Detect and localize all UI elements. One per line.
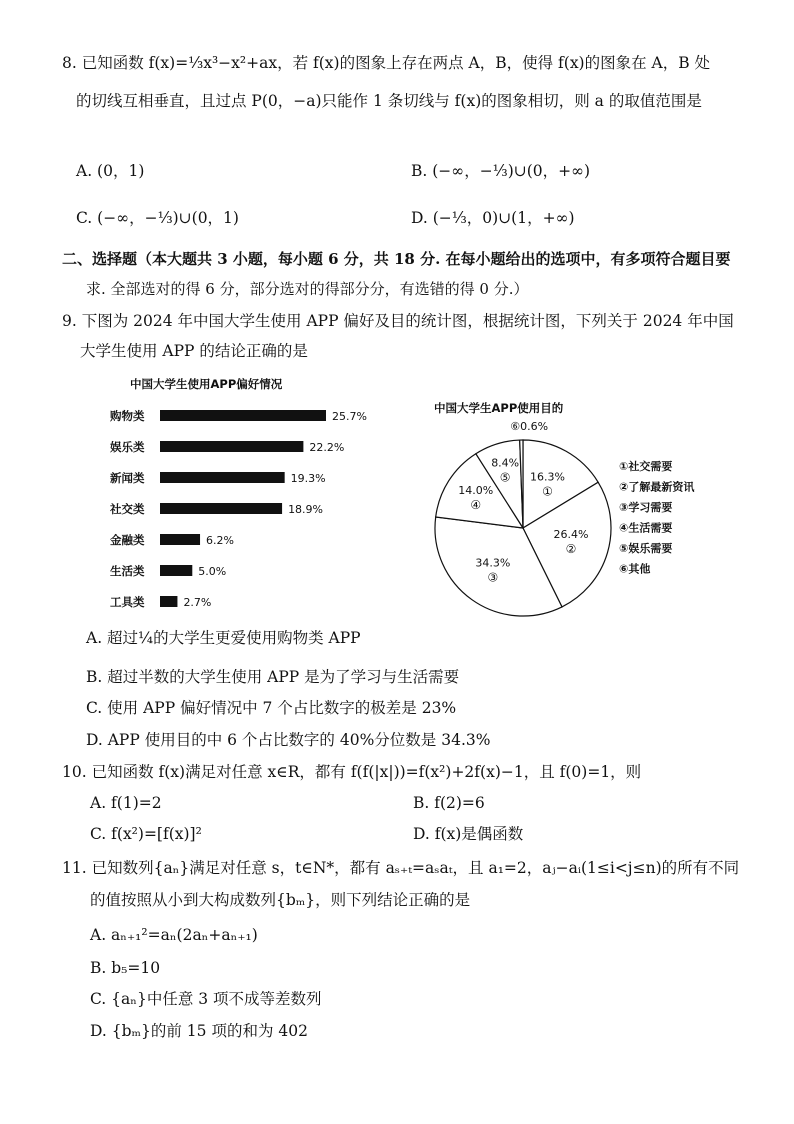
pie-chart-title: 中国大学生APP使用目的 (434, 401, 564, 415)
bar-category-label: 新闻类 (110, 471, 145, 485)
bar-category-label: 娱乐类 (110, 440, 145, 454)
bar (160, 472, 285, 483)
pie-slice-marker: ⑤ (499, 470, 511, 485)
q9-option-a[interactable]: A. 超过¼的大学生更爱使用购物类 APP (86, 629, 361, 647)
pie-slice-percent: 16.3% (530, 470, 565, 484)
q8-option-d[interactable]: D. (−⅓，0)∪(1，+∞) (411, 209, 575, 227)
pie-legend-item: ④生活需要 (619, 521, 673, 535)
bar-category-label: 工具类 (110, 595, 145, 609)
q11-option-d[interactable]: D. {bₘ}的前 15 项的和为 402 (90, 1022, 308, 1040)
pie-slice-label-other: ⑥0.6% (510, 420, 549, 434)
q11-option-c[interactable]: C. {aₙ}中任意 3 项不成等差数列 (90, 990, 322, 1008)
q11-stem-line1: 11. 已知数列{aₙ}满足对任意 s，t∈N*，都有 aₛ₊ₜ=aₛaₜ，且 a₁=2，aⱼ−aᵢ(1≤i<j≤n)的所有不同 (62, 859, 740, 877)
bar-value-label: 25.7% (332, 410, 367, 423)
section2-heading-line1: 二、选择题（本大题共 3 小题，每小题 6 分，共 18 分. 在每小题给出的选项中，有多项符合题目要 (62, 250, 731, 268)
bar-category-label: 社交类 (110, 502, 145, 516)
q10-option-a[interactable]: A. f(1)=2 (90, 794, 162, 812)
pie-legend-item: ⑥其他 (619, 562, 651, 576)
bar-category-label: 金融类 (110, 533, 145, 547)
q8-option-a[interactable]: A. (0，1) (76, 162, 145, 180)
bar-chart-title: 中国大学生使用APP偏好情况 (130, 377, 283, 391)
q8-option-c[interactable]: C. (−∞，−⅓)∪(0，1) (76, 209, 239, 227)
bar-value-label: 19.3% (290, 472, 326, 485)
q11-option-a[interactable]: A. aₙ₊₁²=aₙ(2aₙ+aₙ₊₁) (90, 926, 258, 944)
pie-legend-item: ⑤娱乐需要 (619, 542, 673, 555)
bar (160, 565, 192, 576)
bar-value-label: 2.7% (183, 596, 212, 609)
q10-option-b[interactable]: B. f(2)=6 (413, 794, 485, 812)
pie-slice-marker: ① (542, 484, 553, 499)
pie-legend-item: ③学习需要 (619, 501, 673, 514)
bar (160, 503, 282, 514)
bar-category-label: 生活类 (110, 564, 145, 578)
q8-stem-line2: 的切线互相垂直，且过点 P(0，−a)只能作 1 条切线与 f(x)的图象相切，则 a 的取值范围是 (76, 92, 702, 110)
bar-value-label: 18.9% (288, 503, 324, 516)
section2-heading-line2: 求. 全部选对的得 6 分，部分选对的得部分分，有选错的得 0 分.） (86, 280, 529, 298)
pie-slice-percent: 26.4% (553, 527, 589, 541)
app-preference-bar-chart (100, 370, 400, 620)
pie-legend-item: ①社交需要 (619, 460, 673, 473)
q11-stem-line2: 的值按照从小到大构成数列{bₘ}，则下列结论正确的是 (90, 891, 471, 909)
q9-option-d[interactable]: D. APP 使用目的中 6 个占比数字的 40%分位数是 34.3% (86, 731, 491, 749)
q8-stem-line1: 8. 已知函数 f(x)=⅓x³−x²+ax，若 f(x)的图象上存在两点 A，B，使得 f(x)的图象在 A，B 处 (62, 54, 711, 72)
q9-stem-line2: 大学生使用 APP 的结论正确的是 (80, 342, 308, 360)
pie-slice-percent: 8.4% (491, 456, 520, 470)
bar (160, 410, 326, 421)
q10-stem: 10. 已知函数 f(x)满足对任意 x∈R，都有 f(f(|x|))=f(x²)+2f(x)−1，且 f(0)=1，则 (62, 763, 642, 781)
bar-value-label: 5.0% (198, 565, 227, 578)
q10-option-d[interactable]: D. f(x)是偶函数 (413, 825, 524, 843)
q10-option-c[interactable]: C. f(x²)=[f(x)]² (90, 825, 202, 843)
q9-option-b[interactable]: B. 超过半数的大学生使用 APP 是为了学习与生活需要 (86, 668, 460, 686)
q9-option-c[interactable]: C. 使用 APP 偏好情况中 7 个占比数字的极差是 23% (86, 699, 457, 717)
bar-value-label: 22.2% (309, 441, 345, 454)
bar (160, 534, 200, 545)
pie-slice-marker: ③ (487, 570, 499, 585)
pie-legend-item: ②了解最新资讯 (619, 480, 695, 494)
pie-slice-marker: ② (565, 541, 577, 556)
q9-stem-line1: 9. 下图为 2024 年中国大学生使用 APP 偏好及目的统计图，根据统计图，下列关于 2024 年中国 (62, 312, 734, 330)
bar (160, 596, 177, 607)
bar (160, 441, 303, 452)
pie-slice-percent: 14.0% (458, 483, 494, 497)
q8-option-b[interactable]: B. (−∞，−⅓)∪(0，+∞) (411, 162, 591, 180)
pie-slice-marker: ④ (470, 497, 482, 512)
app-purpose-pie-chart (430, 395, 740, 625)
pie-slice-percent: 34.3% (475, 556, 511, 570)
bar-category-label: 购物类 (110, 409, 145, 423)
q11-option-b[interactable]: B. b₅=10 (90, 959, 161, 977)
bar-value-label: 6.2% (206, 534, 234, 547)
